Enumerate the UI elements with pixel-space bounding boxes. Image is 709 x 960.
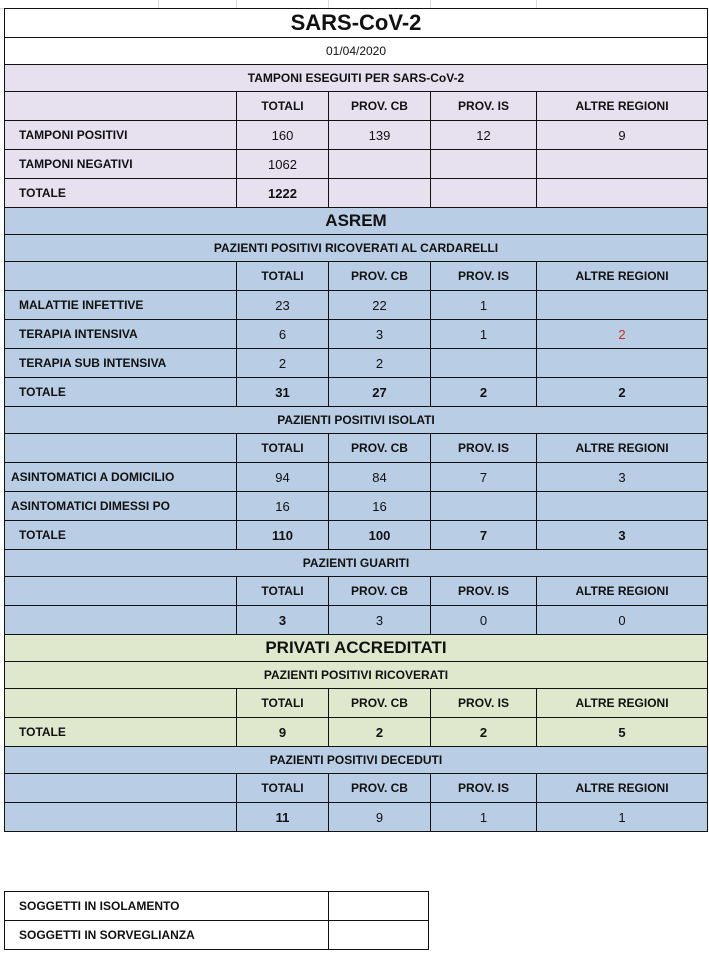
privati-title: PRIVATI ACCREDITATI	[5, 635, 708, 662]
cell-altre-regioni: 2	[537, 320, 708, 349]
cell-altre-regioni: 3	[537, 463, 708, 492]
privati-ricoverati-header: PAZIENTI POSITIVI RICOVERATI	[5, 662, 708, 689]
table-row	[5, 121, 708, 150]
cell-prov-cb: 139	[329, 121, 431, 150]
cell-altre-regioni: 0	[537, 606, 708, 635]
col-header-totali: TOTALI	[237, 577, 329, 606]
cell-prov-cb: 22	[329, 291, 431, 320]
cell-altre-regioni	[537, 349, 708, 378]
col-header-totali: TOTALI	[237, 262, 329, 291]
cell-altre-regioni: 1	[537, 803, 708, 832]
cell-totali: 2	[237, 349, 329, 378]
cell-prov-is: 2	[431, 378, 537, 407]
empty-cell	[5, 689, 237, 718]
col-header-totali: TOTALI	[237, 434, 329, 463]
col-header-prov-is: PROV. IS	[431, 434, 537, 463]
table-row	[5, 463, 708, 492]
empty-cell	[5, 262, 237, 291]
col-header-altre-regioni: ALTRE REGIONI	[537, 689, 708, 718]
row-label: TOTALE	[5, 718, 237, 747]
table-row	[5, 492, 708, 521]
cell-prov-is: 1	[431, 803, 537, 832]
empty-cell	[5, 774, 237, 803]
cell-altre-regioni: 3	[537, 521, 708, 550]
cell-prov-is: 12	[431, 121, 537, 150]
cell-totali: 1222	[237, 179, 329, 208]
cell-value	[329, 921, 429, 950]
table-row	[5, 803, 708, 832]
guariti-header: PAZIENTI GUARITI	[5, 550, 708, 577]
row-label: TOTALE	[5, 521, 237, 550]
cell-prov-is	[431, 492, 537, 521]
grid-line	[236, 0, 237, 8]
cell-prov-cb: 16	[329, 492, 431, 521]
col-header-totali: TOTALI	[237, 774, 329, 803]
empty-cell	[5, 577, 237, 606]
deceduti-header: PAZIENTI POSITIVI DECEDUTI	[5, 747, 708, 774]
cell-altre-regioni	[537, 179, 708, 208]
row-label: TERAPIA SUB INTENSIVA	[5, 349, 237, 378]
cell-prov-is: 1	[431, 320, 537, 349]
cell-totali: 1062	[237, 150, 329, 179]
empty-cell	[5, 434, 237, 463]
row-label	[5, 606, 237, 635]
row-label: ASINTOMATICI A DOMICILIO	[5, 463, 237, 492]
cell-totali: 9	[237, 718, 329, 747]
col-header-totali: TOTALI	[237, 92, 329, 121]
cell-totali: 160	[237, 121, 329, 150]
cell-prov-is	[431, 150, 537, 179]
cell-totali: 16	[237, 492, 329, 521]
grid-line	[430, 0, 431, 8]
row-label: ASINTOMATICI DIMESSI PO	[5, 492, 237, 521]
cell-totali: 6	[237, 320, 329, 349]
col-header-altre-regioni: ALTRE REGIONI	[537, 577, 708, 606]
col-header-prov-cb: PROV. CB	[329, 689, 431, 718]
table-row	[5, 150, 708, 179]
cell-prov-cb: 27	[329, 378, 431, 407]
cell-totali: 31	[237, 378, 329, 407]
col-header-altre-regioni: ALTRE REGIONI	[537, 434, 708, 463]
row-label: SOGGETTI IN SORVEGLIANZA	[5, 921, 329, 950]
row-label: TOTALE	[5, 179, 237, 208]
col-header-prov-cb: PROV. CB	[329, 577, 431, 606]
cell-totali: 3	[237, 606, 329, 635]
cell-altre-regioni: 9	[537, 121, 708, 150]
grid-line	[536, 0, 537, 8]
table-row	[5, 521, 708, 550]
cell-altre-regioni	[537, 150, 708, 179]
grid-line	[158, 0, 159, 8]
report-title: SARS-CoV-2	[5, 9, 708, 38]
cell-prov-is: 2	[431, 718, 537, 747]
table-row	[5, 606, 708, 635]
cell-prov-cb: 2	[329, 718, 431, 747]
empty-cell	[5, 92, 237, 121]
cell-prov-cb: 3	[329, 606, 431, 635]
cell-altre-regioni: 2	[537, 378, 708, 407]
cell-prov-is	[431, 179, 537, 208]
cell-prov-is: 7	[431, 521, 537, 550]
table-row	[5, 179, 708, 208]
table-row	[5, 718, 708, 747]
table-row	[5, 320, 708, 349]
col-header-altre-regioni: ALTRE REGIONI	[537, 262, 708, 291]
cell-prov-is: 7	[431, 463, 537, 492]
col-header-prov-is: PROV. IS	[431, 577, 537, 606]
cell-totali: 11	[237, 803, 329, 832]
col-header-altre-regioni: ALTRE REGIONI	[537, 774, 708, 803]
col-header-prov-cb: PROV. CB	[329, 92, 431, 121]
row-label: TERAPIA INTENSIVA	[5, 320, 237, 349]
row-label: TOTALE	[5, 378, 237, 407]
cell-altre-regioni	[537, 291, 708, 320]
cell-prov-is: 1	[431, 291, 537, 320]
row-label: MALATTIE INFETTIVE	[5, 291, 237, 320]
cell-prov-cb: 84	[329, 463, 431, 492]
isolati-header: PAZIENTI POSITIVI ISOLATI	[5, 407, 708, 434]
grid-line	[328, 0, 329, 8]
cell-prov-cb: 3	[329, 320, 431, 349]
cell-prov-is: 0	[431, 606, 537, 635]
cell-value	[329, 892, 429, 921]
asrem-title: ASREM	[5, 208, 708, 235]
cell-totali: 94	[237, 463, 329, 492]
table-row	[5, 349, 708, 378]
cell-prov-is	[431, 349, 537, 378]
cell-prov-cb: 100	[329, 521, 431, 550]
ricoverati-header: PAZIENTI POSITIVI RICOVERATI AL CARDARELLI	[5, 235, 708, 262]
cell-prov-cb	[329, 179, 431, 208]
col-header-prov-cb: PROV. CB	[329, 262, 431, 291]
col-header-prov-is: PROV. IS	[431, 774, 537, 803]
cell-prov-cb	[329, 150, 431, 179]
table-row	[5, 378, 708, 407]
cell-totali: 23	[237, 291, 329, 320]
row-label	[5, 803, 237, 832]
report-date: 01/04/2020	[5, 38, 708, 65]
col-header-prov-cb: PROV. CB	[329, 774, 431, 803]
table-row	[5, 892, 429, 921]
col-header-totali: TOTALI	[237, 689, 329, 718]
covid-report-table	[4, 8, 708, 832]
col-header-prov-is: PROV. IS	[431, 92, 537, 121]
cell-totali: 110	[237, 521, 329, 550]
col-header-prov-is: PROV. IS	[431, 689, 537, 718]
table-row	[5, 921, 429, 950]
cell-prov-cb: 2	[329, 349, 431, 378]
cell-altre-regioni	[537, 492, 708, 521]
col-header-altre-regioni: ALTRE REGIONI	[537, 92, 708, 121]
table-row	[5, 291, 708, 320]
col-header-prov-is: PROV. IS	[431, 262, 537, 291]
col-header-prov-cb: PROV. CB	[329, 434, 431, 463]
row-label: TAMPONI POSITIVI	[5, 121, 237, 150]
row-label: TAMPONI NEGATIVI	[5, 150, 237, 179]
cell-prov-cb: 9	[329, 803, 431, 832]
row-label: SOGGETTI IN ISOLAMENTO	[5, 892, 329, 921]
tamponi-header: TAMPONI ESEGUITI PER SARS-CoV-2	[5, 65, 708, 92]
cell-altre-regioni: 5	[537, 718, 708, 747]
soggetti-table	[4, 891, 429, 950]
